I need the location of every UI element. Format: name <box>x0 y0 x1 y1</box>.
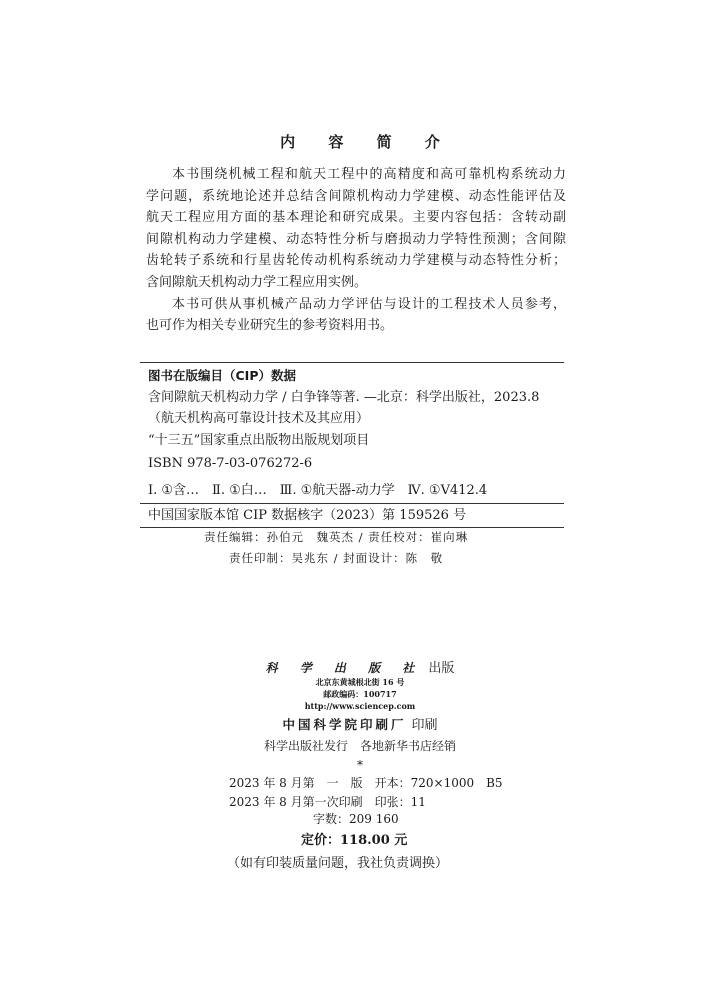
intro-para2-line: 本书可供从事机械产品动力学评估与设计的工程技术人员参考， <box>172 296 566 312</box>
star-separator: * <box>357 758 363 772</box>
printer-line <box>0 714 720 733</box>
cip-record: 中国国家版本馆 CIP 数据核字（2023）第 159526 号 <box>148 508 467 523</box>
intro-para1-line: 学问题，系统地论述并总结含间隙机构动力学建模、动态性能评估及 <box>146 188 566 204</box>
printing-line: 2023 年 8 月第一次印刷 印张：11 <box>229 795 426 809</box>
intro-para1-line: 齿轮转子系统和行星齿轮传动机构系统动力学建模与动态特性分析； <box>146 253 566 269</box>
cip-bottom-rule <box>140 527 564 528</box>
cip-classification: Ⅰ. ①含… Ⅱ. ①白… Ⅲ. ①航天器-动力学 Ⅳ. ①V412.4 <box>148 483 488 498</box>
intro-para1-line: 含间隙航天机构动力学工程应用实例。 <box>146 274 368 290</box>
distribution: 科学出版社发行 各地新华书店经销 <box>263 739 456 753</box>
responsibility-line-2: 责任印制：吴兆东 / 封面设计：陈 敬 <box>229 551 444 565</box>
cip-middle-rule <box>140 503 564 504</box>
printer-name: 中国科学院印刷厂 <box>282 717 407 732</box>
edition-line: 2023 年 8 月第 一 版 开本：720×1000 B5 <box>229 776 503 790</box>
cip-project: “十三五”国家重点出版物出版规划项目 <box>148 433 370 448</box>
publisher-suffix: 出版 <box>428 661 455 676</box>
intro-body <box>146 164 566 337</box>
intro-heading: 内 容 简 介 <box>280 133 454 151</box>
cip-top-rule <box>140 362 564 363</box>
publisher-name: 科 学 出 版 社 <box>265 661 424 675</box>
intro-para1-line: 航天工程应用方面的基本理论和研究成果。主要内容包括：含转动副 <box>146 210 566 226</box>
cip-series: （航天机构高可靠设计技术及其应用） <box>148 411 370 426</box>
publisher-address: 北京东黄城根北街 16 号 <box>315 677 405 687</box>
publisher-line <box>0 657 720 676</box>
price: 定价：118.00 元 <box>301 833 408 848</box>
intro-para2-line: 也可作为相关专业研究生的参考资料用书。 <box>146 318 394 334</box>
intro-para1-line: 本书围绕机械工程和航天工程中的高精度和高可靠机构系统动力 <box>172 167 566 182</box>
printer-suffix: 印刷 <box>411 718 438 733</box>
publisher-postcode: 邮政编码：100717 <box>323 689 397 699</box>
cip-title-line: 含间隙航天机构动力学 / 白争锋等著. —北京：科学出版社，2023.8 <box>148 390 540 405</box>
responsibility-line-1: 责任编辑：孙伯元 魏英杰 / 责任校对：崔向琳 <box>204 530 469 544</box>
cip-isbn: ISBN 978-7-03-076272-6 <box>148 456 313 471</box>
word-count: 字数：209 160 <box>313 812 399 826</box>
quality-notice: （如有印装质量问题，我社负责调换） <box>227 856 449 871</box>
publisher-website: http://www.sciencep.com <box>304 701 416 711</box>
cip-heading: 图书在版编目（CIP）数据 <box>148 368 296 383</box>
intro-para1-line: 间隙机构动力学建模、动态特性分析与磨损动力学特性预测；含间隙 <box>146 231 566 247</box>
